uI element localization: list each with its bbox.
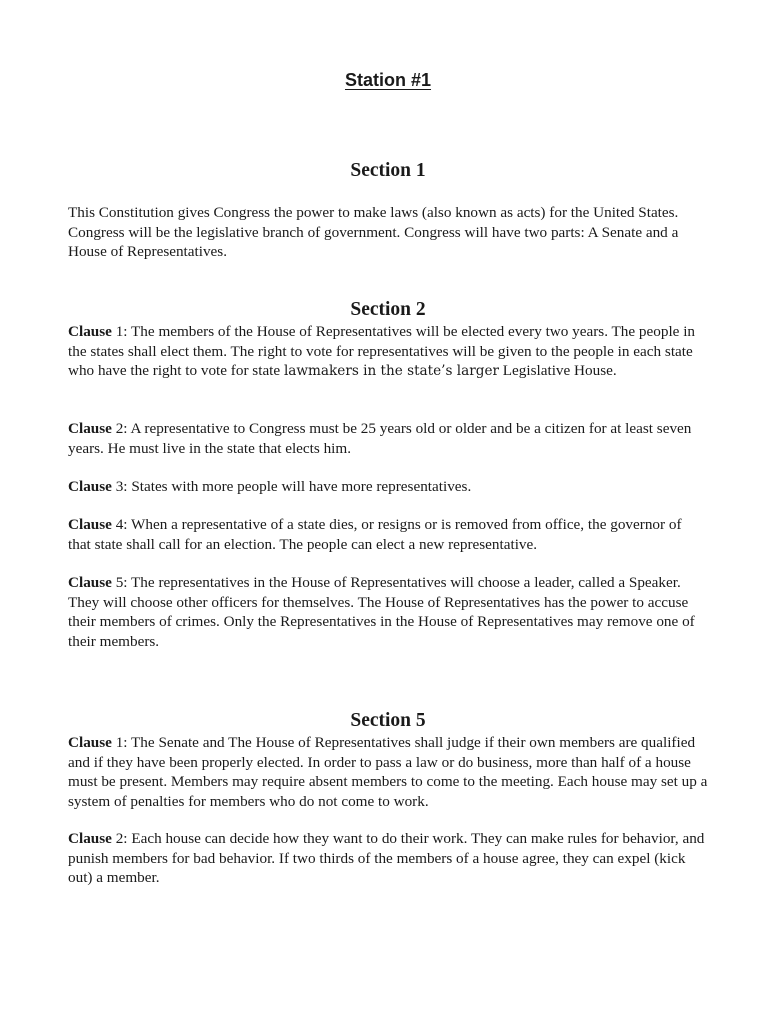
- station-title: Station #1: [344, 70, 432, 90]
- clause-number: 2:: [111, 830, 132, 847]
- clause-label: Clause: [68, 734, 112, 751]
- clause-label: Clause: [68, 516, 112, 533]
- clause-label: Clause: [68, 574, 112, 591]
- section-1-heading: Section 1: [350, 160, 426, 181]
- section-2-clause-2: [68, 419, 708, 458]
- clause-text-end: Legislative House.: [498, 362, 617, 380]
- clause-label: Clause: [68, 830, 112, 847]
- section-5-clause-2: [68, 829, 708, 888]
- clause-text: States with more people will have more representatives.: [131, 478, 472, 495]
- clause-text: When a representative of a state dies, or resigns or is removed from office, the governor of that state shall call for an election. The people can elect a new representative.: [68, 516, 682, 553]
- section-5-clause-1: [68, 733, 708, 811]
- clause-text: The Senate and The House of Representatives shall judge if their own members are qualified and if they have been properly elected. In order to pass a law or do business, more than half of a house must be present. Members may require absent members to come to the meeting. Each house may set up a system of penalties for members who do not come to work.: [68, 734, 708, 810]
- section-2-clause-1: [68, 322, 708, 382]
- clause-number: 1:: [111, 323, 132, 340]
- clause-label: Clause: [68, 478, 112, 495]
- clause-label: Clause: [68, 323, 112, 340]
- section-2-clause-4: [68, 515, 708, 554]
- clause-text-alt-font: lawmakers in the state’s larger: [283, 363, 499, 380]
- clause-text: Each house can decide how they want to do their work. They can make rules for behavior, and punish members for bad behavior. If two thirds of the members of a house agree, they can expel (kick out) a member.: [68, 830, 705, 887]
- clause-number: 1:: [111, 734, 132, 751]
- clause-label: Clause: [68, 420, 112, 437]
- clause-text: The members of the House of Representatives will be elected every two years. The people in the states shall elect them. The right to vote for representatives will be given to the people in each state who have the right to vote for state: [68, 323, 696, 380]
- section-5-heading: Section 5: [350, 710, 426, 731]
- clause-number: 2:: [111, 420, 131, 437]
- clause-number: 3:: [111, 478, 132, 495]
- clause-text: A representative to Congress must be 25 years old or older and be a citizen for at least seven years. He must live in the state that elects him.: [68, 420, 692, 457]
- clause-number: 5:: [111, 574, 132, 591]
- section-1-paragraph: This Constitution gives Congress the power to make laws (also known as acts) for the United States. Congress will be the legislative branch of government. Congress will have two parts: A Senate and a House of Representatives.: [68, 204, 679, 261]
- section-2-clause-5: [68, 573, 708, 651]
- section-2-heading: Section 2: [350, 299, 426, 320]
- clause-number: 4:: [111, 516, 132, 533]
- clause-text: The representatives in the House of Representatives will choose a leader, called a Speaker. They will choose other officers for themselves. The House of Representatives has the power to accuse their members of crimes. Only the Representatives in the House of Representatives may remove one of their members.: [68, 574, 695, 650]
- section-2-clause-3: [68, 477, 708, 497]
